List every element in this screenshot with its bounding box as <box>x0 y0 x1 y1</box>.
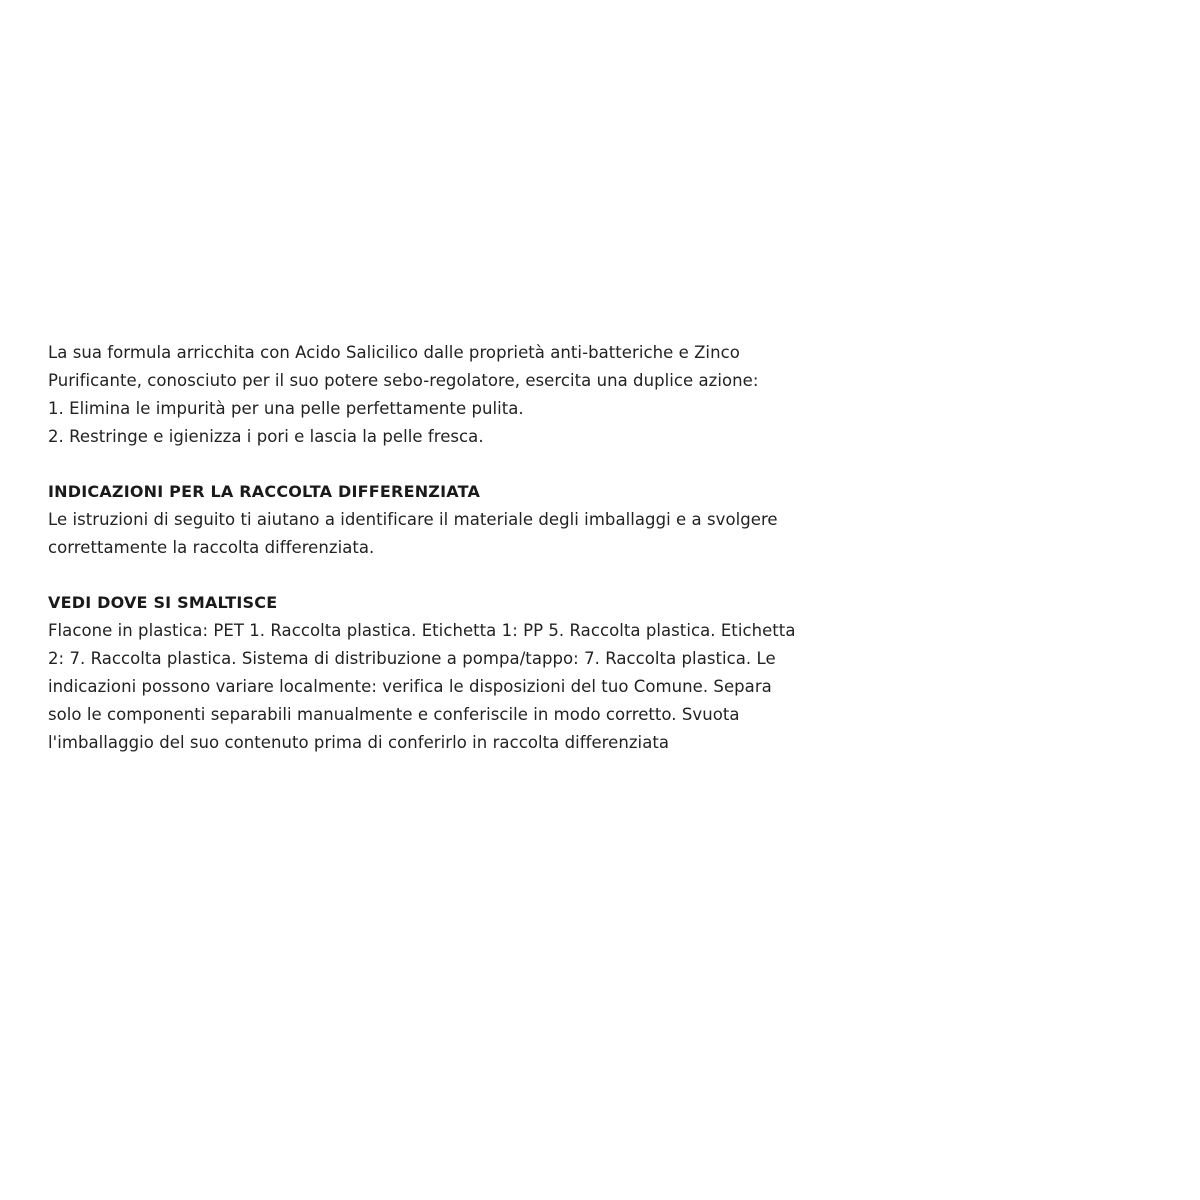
section-spacer <box>48 562 948 589</box>
intro-line: Purificante, conosciuto per il suo potere sebo-regolatore, esercita una duplice azione: <box>48 371 759 390</box>
section-spacer <box>48 451 948 478</box>
intro-line: La sua formula arricchita con Acido Salicilico dalle proprietà anti-batteriche e Zinco <box>48 343 740 362</box>
recycling-section <box>48 478 948 562</box>
recycling-line: Le istruzioni di seguito ti aiutano a identificare il materiale degli imballaggi e a svolgere <box>48 510 778 529</box>
recycling-heading: INDICAZIONI PER LA RACCOLTA DIFFERENZIATA <box>48 482 481 501</box>
intro-list-item: 2. Restringe e igienizza i pori e lascia la pelle fresca. <box>48 427 484 446</box>
recycling-line: correttamente la raccolta differenziata. <box>48 538 375 557</box>
disposal-line: 2: 7. Raccolta plastica. Sistema di distribuzione a pompa/tappo: 7. Raccolta plastica. Le <box>48 649 776 668</box>
intro-list-item: 1. Elimina le impurità per una pelle perfettamente pulita. <box>48 399 524 418</box>
disposal-line: indicazioni possono variare localmente: verifica le disposizioni del tuo Comune. Separa <box>48 677 772 696</box>
product-description <box>48 339 948 757</box>
intro-paragraph <box>48 339 948 451</box>
disposal-line: Flacone in plastica: PET 1. Raccolta plastica. Etichetta 1: PP 5. Raccolta plastica. Etichetta <box>48 621 796 640</box>
disposal-line: solo le componenti separabili manualmente e conferiscile in modo corretto. Svuota <box>48 705 740 724</box>
disposal-line: l'imballaggio del suo contenuto prima di conferirlo in raccolta differenziata <box>48 733 670 752</box>
disposal-heading: VEDI DOVE SI SMALTISCE <box>48 593 278 612</box>
disposal-section <box>48 589 948 757</box>
